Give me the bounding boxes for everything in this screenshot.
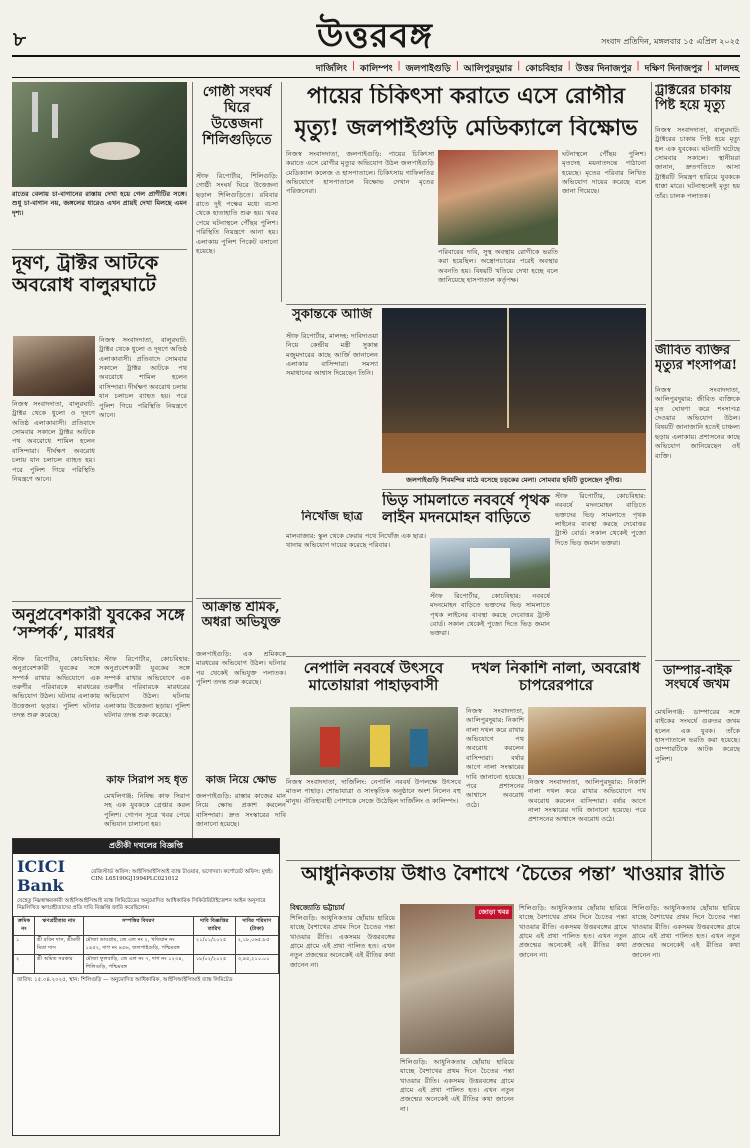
gosthi-headline: গোষ্ঠী সংঘর্ষ ঘিরে উত্তেজনা শিলিগুড়িতে	[202, 84, 272, 149]
table-row: ১ শ্রী রবিন দাস, শ্রীমতী মিতা দাস মৌজা ডাবগ্রাম, জে এল নং ২, খতিয়ান নং ১৪৫২, দাগ নং ৪৫৬, জলপাইগুড়ি, পশ্চিমবঙ্গ ২১/০১/২০২৫ ২,১৮,০৬৫.৮৫	[14, 935, 279, 954]
main-body-2: পরিবারের দাবি, সুস্থ অবস্থায় রোগীকে ভরতি করা হয়েছিল। অস্ত্রোপচারের পরেই অবস্থার অবনতি হয়। বিষয়টি খতিয়ে দেখা হচ্ছে বলে জানিয়েছে হাসপাতাল কর্তৃপক্ষ।	[438, 248, 558, 285]
main-body-1: নিজস্ব সংবাদদাতা, জলপাইগুড়ি: পায়ের চিকিৎসা করাতে এসে রোগীর মৃত্যুর অভিযোগ উঠল জলপাইগুড়ি মেডিক্যাল কলেজ ও হাসপাতালে। চিকিৎসায় গাফিলতির অভিযোগে হাসপাতালে বিক্ষোভ দেখান মৃতের পরিজনেরা।	[286, 150, 434, 196]
col-divider	[651, 82, 652, 862]
charak-mela-photo	[382, 308, 646, 473]
district-jalpaiguri[interactable]: জলপাইগুড়ি	[405, 64, 451, 74]
col-property: সম্পত্তির বিবরণ	[83, 916, 193, 935]
nepali-newyear-photo	[290, 707, 458, 775]
header-rule-bottom	[12, 77, 740, 78]
dokhol-body-2: নিজস্ব সংবাদদাতা, আলিপুরদুয়ার: নিকাশি নালা দখল করে রাখার অভিযোগে পথ অবরোধ করলেন বাসিন্দারা। বর্ষার আগে নালা সংস্কারের দাবি জানানো হয়েছে। পরে প্রশাসনের আশ্বাসে অবরোধ ওঠে।	[528, 778, 646, 824]
col-name: ঋণগ্রহীতার নাম	[34, 916, 83, 935]
akranto-body: জলপাইগুড়ি: এক শ্রমিককে মারধরের অভিযোগ উঠল। ঘটনার পর থেকেই অভিযুক্ত পলাতক। পুলিশ তদন্ত শুরু করেছে।	[196, 650, 286, 687]
sukanta-body: স্টাফ রিপোর্টার, মালদহ: দাবিদাওয়া নিয়ে কেন্দ্রীয় মন্ত্রী সুকান্ত মজুমদারের কাছে আর্জি জানালেন এলাকার বাসিন্দারা। সমস্যা সমাধানের আশ্বাস দিয়েছেন তিনি।	[286, 332, 378, 378]
adhunik-body: শিলিগুড়ি: আধুনিকতার ছোঁয়ায় হারিয়ে যাচ্ছে বৈশাখের প্রথম দিনে চৈতের পন্তা খাওয়ার রীতি। একসময় উত্তরবঙ্গের গ্রামে গ্রামে এই প্রথা পালিত হত। এখন নতুন প্রজন্মের অনেকেই এই রীতির কথা জানেন না।	[290, 914, 395, 969]
adhunik-body-2: শিলিগুড়ি: আধুনিকতার ছোঁয়ায় হারিয়ে যাচ্ছে বৈশাখের প্রথম দিনে চৈতের পন্তা খাওয়ার রীতি। একসময় উত্তরবঙ্গের গ্রামে গ্রামে এই প্রথা পালিত হত। এখন নতুন প্রজন্মের অনেকেই এই রীতির কথা জানেন না।	[400, 1058, 514, 1113]
district-dakshin-dinajpur[interactable]: দক্ষিণ দিনাজপুর	[644, 64, 703, 74]
divider	[286, 304, 646, 305]
nirkhoj-body: মালবাজার: স্কুল থেকে ফেরার পথে নিখোঁজ এক ছাত্র। থানায় অভিযোগ দায়ের করেছে পরিবার।	[286, 532, 426, 550]
kaf-headline: কাফ সিরাপ সহ ধৃত	[106, 774, 188, 786]
divider	[286, 860, 740, 861]
divider	[382, 489, 646, 490]
divider	[655, 340, 740, 341]
icici-bank-logo: ICICI Bank	[17, 857, 65, 895]
notice-title: প্রতীকী দখলের বিজ্ঞপ্তি	[13, 839, 279, 854]
dushan-photo	[13, 336, 95, 396]
anuprabesh-headline: অনুপ্রবেশকারী যুবকের সঙ্গে ‘সম্পর্ক’, মারধর	[12, 606, 185, 643]
adhunik-photo	[400, 904, 514, 1054]
photo-caption-mid: জলপাইগুড়ি শিবমন্দির মাঠে বসেছে চড়কের মেলা। সোমবার ছবিটি তুলেছেন সুদীপ্ত।	[406, 476, 622, 484]
divider	[12, 601, 192, 602]
dushan-headline: দূষণ, ট্রাক্টর আটকে অবরোধ বালুরঘাটে	[12, 253, 159, 296]
adhunik-body-3: শিলিগুড়ি: আধুনিকতার ছোঁয়ায় হারিয়ে যাচ্ছে বৈশাখের প্রথম দিনে চৈতের পন্তা খাওয়ার রীতি। একসময় উত্তরবঙ্গের গ্রামে গ্রামে এই প্রথা পালিত হত। এখন নতুন প্রজন্মের অনেকেই এই রীতির কথা জানেন না।	[519, 904, 627, 959]
page-number: ৮	[13, 27, 26, 51]
drain-photo	[528, 707, 646, 775]
icici-notice	[12, 838, 280, 1136]
anuprabesh-body: স্টাফ রিপোর্টার, কোচবিহার: অনুপ্রবেশকারী যুবকের সঙ্গে সম্পর্ক রাখার অভিযোগে এক তরুণীর পরিবারকে মারধরের অভিযোগ উঠল। ঘটনায় এলাকায় উত্তেজনা ছড়ায়। পুলিশ ঘটনার তদন্ত শুরু করেছে।	[12, 655, 100, 720]
anuprabesh-body-2: স্টাফ রিপোর্টার, কোচবিহার: অনুপ্রবেশকারী যুবকের সঙ্গে সম্পর্ক রাখার অভিযোগে এক তরুণীর পরিবারকে মারধরের অভিযোগ উঠল। ঘটনায় এলাকায় উত্তেজনা ছড়ায়। পুলিশ ঘটনার তদন্ত শুরু করেছে।	[104, 655, 190, 720]
district-kalimpong[interactable]: কালিম্পং	[360, 64, 393, 74]
tractor-body: নিজস্ব সংবাদদাতা, বালুরঘাট: ট্রাক্টরের চাকায় পিষ্ট হয়ে মৃত্যু হল এক যুবকের। ঘটনাটি ঘটেছে সোমবার সকালে। স্থানীয়রা জানান, দ্রুতগতিতে আসা ট্রাক্টরটি নিয়ন্ত্রণ হারিয়ে যুবককে ধাক্কা মারে। ঘটনাস্থলেই মৃত্যু হয় তাঁর। চালক পলাতক।	[655, 126, 740, 200]
dumper-body: মেখলিগঞ্জ: ডাম্পারের সঙ্গে বাইকের সংঘর্ষে গুরুতর জখম হলেন এক যুবক। তাঁকে হাসপাতালে ভরতি করা হয়েছে। ডাম্পারটিকে আটক করেছে পুলিশ।	[655, 708, 740, 763]
col-sl: ক্রমিক নং	[14, 916, 35, 935]
dokhol-headline: দখল নিকাশি নালা, অবরোধ চাপরেরপারে	[471, 660, 641, 695]
jibito-headline: জীবিত ব্যক্তির মৃত্যুর শংসাপত্র!	[655, 344, 738, 373]
night-animal-photo	[12, 82, 187, 187]
tractor-headline: ট্রাক্টরের চাকায় পিষ্ট হয়ে মৃত্যু	[655, 84, 732, 113]
dokhol-body: নিজস্ব সংবাদদাতা, আলিপুরদুয়ার: নিকাশি নালা দখল করে রাখার অভিযোগে পথ অবরোধ করলেন বাসিন্দারা। বর্ষার আগে নালা সংস্কারের দাবি জানানো হয়েছে। পরে প্রশাসনের আশ্বাসে অবরোধ ওঠে।	[466, 707, 524, 809]
divider	[196, 598, 281, 599]
nirkhoj-headline: নিখোঁজ ছাত্র	[301, 510, 363, 523]
nepali-body: নিজস্ব সংবাদদাতা, দার্জিলিং: নেপালি নববর্ষ উপলক্ষে উৎসবে মাতল পাহাড়। শোভাযাত্রা ও সাংস্কৃতিক অনুষ্ঠানে অংশ নিলেন বহু মানুষ। ঐতিহ্যবাহী পোশাকে সেজে উঠেছিল দার্জিলিং ও কালিম্পং।	[286, 778, 461, 805]
sukanta-headline: সুকান্তকে আর্জি	[292, 308, 372, 322]
district-darjeeling[interactable]: দার্জিলিং	[315, 64, 347, 74]
col-divider	[192, 82, 193, 862]
header-rule	[12, 55, 740, 57]
district-nav: দার্জিলিং | কালিম্পং | জলপাইগুড়ি | আলিপুরদুয়ার | কোচবিহার | উত্তর দিনাজপুর | দক্ষিণ দিনাজপুর | মালদহ	[315, 61, 739, 74]
kaf-body: মেখলিগঞ্জ: নিষিদ্ধ কাফ সিরাপ সহ এক যুবককে গ্রেপ্তার করল পুলিশ। গোপন সূত্রে খবর পেয়ে অভিযান চালানো হয়।	[104, 792, 190, 829]
notice-footer: তারিখ: ১৫.০৪.২০২৫, স্থান: শিলিগুড়ি — অনুমোদিত আধিকারিক, আইসিআইসিআই ব্যাঙ্ক লিমিটেড	[17, 976, 233, 983]
bhir-body-2: স্টাফ রিপোর্টার, কোচবিহার: নববর্ষে মদনমোহন বাড়িতে ভক্তদের ভিড় সামলাতে পৃথক লাইনের ব্যবস্থা করছে দেবোত্তর ট্রাস্ট বোর্ড। সকাল থেকেই পুজো দিতে ভিড় জমান ভক্তরা।	[430, 592, 550, 638]
adhunik-byline: বিশ্বজ্যোতি ভট্টাচার্য	[290, 903, 345, 912]
col-date: দাবি বিজ্ঞপ্তির তারিখ	[193, 916, 235, 935]
madan-mohan-photo	[430, 538, 550, 588]
gosthi-body: স্টাফ রিপোর্টার, শিলিগুড়ি: গোষ্ঠী সংঘর্ষ ঘিরে উত্তেজনা ছড়াল শিলিগুড়িতে। রবিবার রাতে দুই পক্ষের মধ্যে বচসা থেকে হাতাহাতি শুরু হয়। খবর পেয়ে ঘটনাস্থলে পৌঁছয় পুলিশ। পরিস্থিতি নিয়ন্ত্রণে আনা হয়। এলাকায় পুলিশ পিকেট বসানো হয়েছে।	[196, 172, 278, 255]
dumper-headline: ডাম্পার-বাইক সংঘর্ষে জখম	[663, 663, 732, 692]
district-alipurduar[interactable]: আলিপুরদুয়ার	[463, 64, 513, 74]
divider	[286, 656, 646, 657]
akranto-headline: আক্রান্ত শ্রমিক, অধরা অভিযুক্ত	[201, 601, 281, 630]
kaj-headline: কাজ নিয়ে ক্ষোভ	[205, 774, 277, 786]
bhir-headline: ভিড় সামলাতে নববর্ষে পৃথক লাইন মদনমোহন বাড়িতে	[382, 492, 550, 527]
col-divider	[281, 82, 282, 302]
main-headline-2: মৃত্যু! জলপাইগুড়ি মেডিক্যালে বিক্ষোভ	[294, 116, 638, 141]
jibito-body: নিজস্ব সংবাদদাতা, আলিপুরদুয়ার: জীবিত ব্যক্তিকে মৃত ঘোষণা করে শংসাপত্র দেওয়ার অভিযোগ উঠল। বিষয়টি জানাজানি হতেই চাঞ্চল্য ছড়ায় এলাকায়। প্রশাসনের কাছে অভিযোগ জানিয়েছেন ওই ব্যক্তি।	[655, 386, 740, 460]
dushan-body: নিজস্ব সংবাদদাতা, বালুরঘাট: ট্রাক্টর থেকে ধুলো ও দূষণে অতিষ্ঠ এলাকাবাসী। প্রতিবাদে সোমবার সকালে ট্রাক্টর আটকে পথ অবরোধে শামিল হলেন বাসিন্দারা। দীর্ঘক্ষণ অবরোধ চলায় যান চলাচল ব্যাহত হয়। পরে পুলিশ গিয়ে পরিস্থিতি নিয়ন্ত্রণে আনে।	[99, 336, 187, 419]
divider	[655, 660, 740, 661]
nepali-headline: নেপালি নববর্ষে উৎসবে মাতোয়ারা পাহাড়বাসী	[303, 660, 444, 695]
dateline: সংবাদ প্রতিদিন, মঙ্গলবার ১৫ এপ্রিল ২০২৫	[601, 37, 740, 46]
bhir-body: স্টাফ রিপোর্টার, কোচবিহার: নববর্ষে মদনমোহন বাড়িতে ভক্তদের ভিড় সামলাতে পৃথক লাইনের ব্যবস্থা করছে দেবোত্তর ট্রাস্ট বোর্ড। সকাল থেকেই পুজো দিতে ভিড় জমান ভক্তরা।	[555, 492, 646, 547]
main-headline-1: পায়ের চিকিৎসা করাতে এসে রোগীর	[307, 84, 625, 109]
district-coochbehar[interactable]: কোচবিহার	[525, 64, 563, 74]
bank-address: রেজিস্টার্ড অফিস: আইসিআইসিআই ব্যাঙ্ক টাওয়ার, ভদোদরা। কর্পোরেট অফিস: মুম্বই। CIN: L65190GJ1994PLC021012	[91, 868, 273, 882]
notice-table	[13, 916, 279, 974]
adhunik-tag: জোড়া খবর	[475, 906, 512, 919]
dushan-body-2: নিজস্ব সংবাদদাতা, বালুরঘাট: ট্রাক্টর থেকে ধুলো ও দূষণে অতিষ্ঠ এলাকাবাসী। প্রতিবাদে সোমবার সকালে ট্রাক্টর আটকে পথ অবরোধে শামিল হলেন বাসিন্দারা। দীর্ঘক্ষণ অবরোধ চলায় যান চলাচল ব্যাহত হয়। পরে পুলিশ গিয়ে পরিস্থিতি নিয়ন্ত্রণে আনে।	[12, 400, 95, 483]
divider	[12, 249, 187, 250]
adhunik-headline: আধুনিকতায় উধাও বৈশাখে ‘চৈতের পন্তা’ খাওয়ার রীতি	[301, 864, 725, 885]
kaj-body: জলপাইগুড়ি: রাস্তার কাজের মান নিয়ে ক্ষোভ প্রকাশ করলেন বাসিন্দারা। দ্রুত সংস্কারের দাবি জানানো হয়েছে।	[196, 792, 286, 829]
page-title: উত্তরবঙ্গ	[317, 16, 433, 54]
photo-caption-top: রাতের বেলায় চা-বাগানের রাস্তায় দেখা হয়ে গেল প্রাণীটির সঙ্গে। শুধু চা-বাগান নয়, জঙ্গলের ধারেও এখন প্রায়ই দেখা মিলছে এমন দৃশ্য।	[12, 190, 187, 217]
table-row: ২ শ্রী অমিত সরকার মৌজা ফুলবাড়ি, জে এল নং ৭, দাগ নং ১২৩৪, শিলিগুড়ি, পশ্চিমবঙ্গ ১৮/০২/২০২৫ ৩,৪৫,২১০.০০	[14, 954, 279, 973]
hospital-protest-photo	[438, 150, 558, 245]
district-malda[interactable]: মালদহ	[715, 64, 739, 74]
district-uttar-dinajpur[interactable]: উত্তর দিনাজপুর	[575, 64, 632, 74]
notice-intro: যেহেতু নিম্নস্বাক্ষরকারী আইসিআইসিআই ব্যাঙ্ক লিমিটেডের অনুমোদিত আধিকারিক সিকিউরিটাইজেশন আইন অনুসারে নিম্নলিখিত ঋণগ্রহীতাদের প্রতি দাবি বিজ্ঞপ্তি জারি করেছিলেন।	[17, 898, 266, 912]
adhunik-body-4: শিলিগুড়ি: আধুনিকতার ছোঁয়ায় হারিয়ে যাচ্ছে বৈশাখের প্রথম দিনে চৈতের পন্তা খাওয়ার রীতি। একসময় উত্তরবঙ্গের গ্রামে গ্রামে এই প্রথা পালিত হত। এখন নতুন প্রজন্মের অনেকেই এই রীতির কথা জানেন না।	[632, 904, 740, 959]
main-body-3: ঘটনাস্থলে পৌঁছয় পুলিশ। মৃতদেহ ময়নাতদন্তে পাঠানো হয়েছে। মৃতের পরিবার লিখিত অভিযোগ দায়ের করেছে বলে জানা গিয়েছে।	[562, 150, 646, 196]
col-amount: দাবির পরিমাণ (টাকা)	[235, 916, 278, 935]
